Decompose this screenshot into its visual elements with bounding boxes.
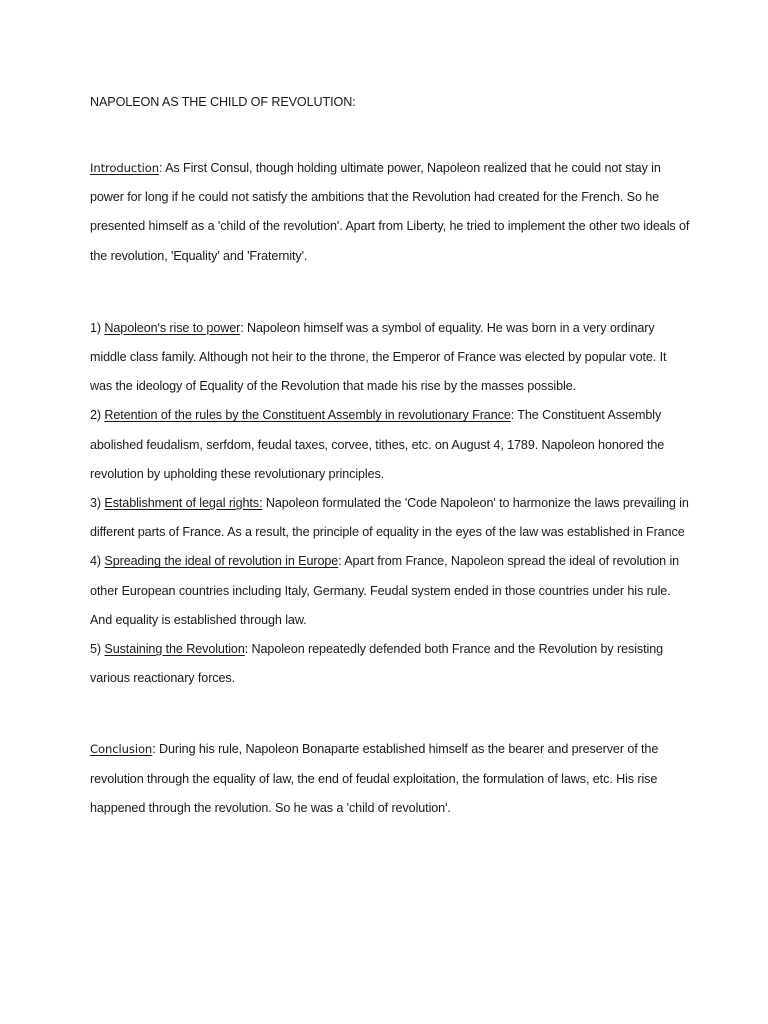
document-page [90, 94, 690, 823]
document-title: NAPOLEON AS THE CHILD OF REVOLUTION: [90, 95, 356, 109]
point-heading: Retention of the rules by the Constituent Assembly in revolutionary France [104, 408, 511, 423]
point-3 [90, 489, 690, 547]
point-heading: Spreading the ideal of revolution in Europe [104, 554, 339, 569]
point-heading: Sustaining the Revolution [104, 642, 245, 657]
point-number: 2) [90, 408, 105, 423]
points-list [90, 314, 690, 694]
point-text: : Napoleon himself was a symbol of equality. He was born in a very ordinary middle class family. Although not heir to the throne, the Emperor of France was elected by popular vote. It was the ideology of Equality of the Revolution that made his rise by the masses possible. [90, 320, 667, 394]
point-number: 1) [90, 320, 105, 335]
point-4 [90, 547, 690, 635]
point-2 [90, 401, 690, 489]
point-text: : Apart from France, Napoleon spread the ideal of revolution in other European countries including Italy, Germany. Feudal system ended in those countries under his rule. And equality is established through law. [90, 554, 680, 627]
point-number: 3) [90, 496, 105, 511]
introduction-text: : As First Consul, though holding ultimate power, Napoleon realized that he could not stay in power for long if he could not satisfy the ambitions that the Revolution had created for the French. So he presented himself as a 'child of the revolution'. Apart from Liberty, he tried to implement the other two ideals of the revolution, 'Equality' and 'Fraternity'. [90, 161, 690, 263]
point-5 [90, 635, 690, 693]
point-text: : The Constituent Assembly abolished feudalism, serfdom, feudal taxes, corvee, tithes, etc. on August 4, 1789. Napoleon honored the revolution by upholding these revolutionary principles. [90, 408, 665, 481]
conclusion-text: : During his rule, Napoleon Bonaparte established himself as the bearer and preserver of the revolution through the equality of law, the end of feudal exploitation, the formulation of laws, etc. His rise happened through the revolution. So he was a 'child of revolution'. [90, 742, 659, 815]
point-heading: Napoleon's rise to power [104, 320, 241, 335]
conclusion-paragraph [90, 735, 690, 823]
introduction-paragraph [90, 154, 690, 271]
point-number: 5) [90, 642, 105, 657]
point-1 [90, 314, 690, 402]
conclusion-label: Conclusion [90, 742, 153, 757]
point-text: Napoleon formulated the 'Code Napoleon' to harmonize the laws prevailing in different parts of France. As a result, the principle of equality in the eyes of the law was established in France [90, 496, 689, 540]
point-number: 4) [90, 554, 105, 569]
introduction-label: Introduction [90, 161, 160, 175]
point-text: : Napoleon repeatedly defended both France and the Revolution by resisting various reactionary forces. [90, 642, 664, 686]
point-heading: Establishment of legal rights: [104, 496, 263, 511]
